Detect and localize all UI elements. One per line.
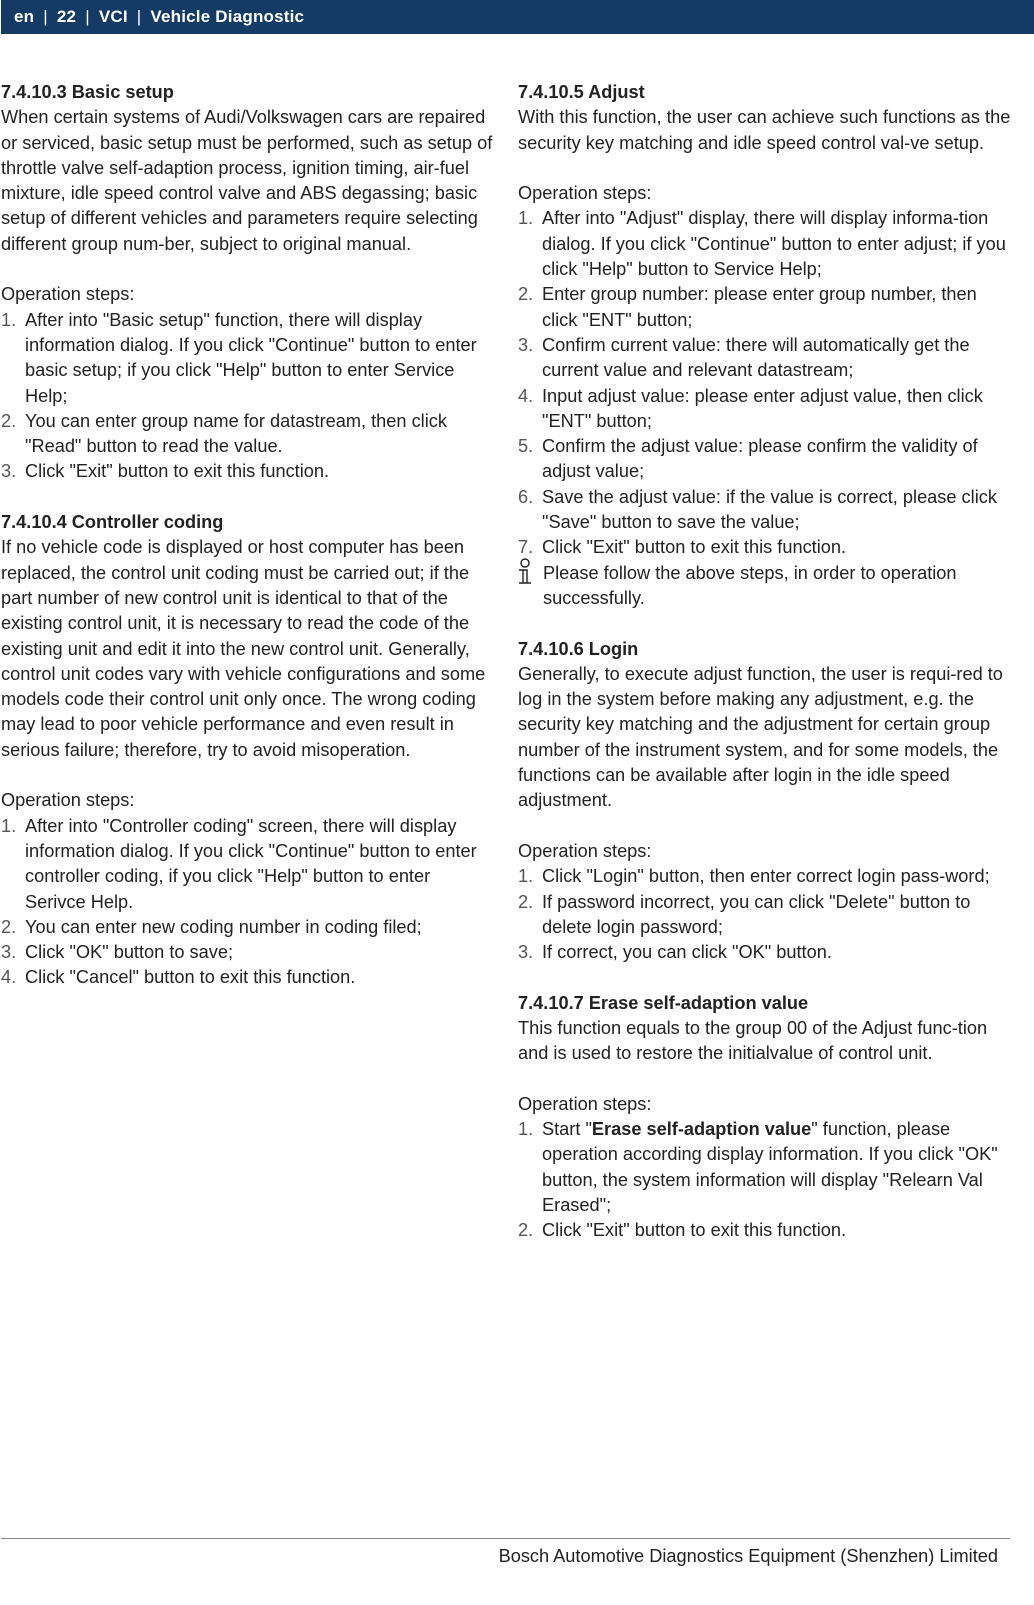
page-header: en | 22 | VCI | Vehicle Diagnostic (1, 0, 1034, 34)
steps-list (518, 864, 1014, 965)
step-item: 3. Click "Exit" button to exit this function. (1, 461, 330, 482)
section-body: Generally, to execute adjust function, the user is requi-red to log in the system before making any adjustment, e.g. the security key matching and the adjustment for certain group number of the instrument system, and for some models, the functions can be available after login in the idle speed adjustment. (518, 663, 1003, 811)
step-item: 1. After into "Controller coding" screen, there will display information dialog. If you click "Continue" button to enter controller coding, if you click "Help" button to enter Serivce Help. (1, 815, 477, 912)
steps-label: Operation steps: (518, 183, 652, 204)
step-item: 2. Click "Exit" button to exit this function. (518, 1220, 847, 1241)
header-page-number: 22 (56, 7, 77, 26)
section-controller-coding (1, 510, 495, 991)
section-body: If no vehicle code is displayed or host computer has been replaced, the control unit coding must be carried out; if the part number of new control unit is identical to that of the existing control unit, it is necessary to read the code of the existing unit and edit it into the new control unit. Generally, control unit codes vary with vehicle configurations and some models code their control unit only once. The wrong coding may lead to poor vehicle performance and even result in serious failure; therefore, try to avoid misoperation. (1, 537, 486, 760)
footer-divider (1, 1538, 1010, 1539)
section-basic-setup (1, 80, 495, 485)
section-adjust (518, 80, 1014, 611)
steps-label: Operation steps: (1, 790, 135, 811)
step-item: 3. If correct, you can click "OK" button. (518, 942, 832, 963)
step-item: 1. After into "Basic setup" function, there will display information dialog. If you click "Continue" button to enter basic setup; if you click "Help" button to enter Service Help; (1, 309, 477, 406)
steps-list (1, 814, 495, 991)
header-section: Vehicle Diagnostic (150, 7, 305, 26)
step-item: 7. Click "Exit" button to exit this function. (518, 537, 847, 558)
section-title: 7.4.10.3 Basic setup (1, 82, 174, 102)
left-column (1, 80, 495, 1016)
steps-label: Operation steps: (518, 1093, 652, 1114)
step-item: 3. Confirm current value: there will automatically get the current value and relevant datastream; (518, 334, 970, 381)
info-note: Please follow the above steps, in order to operation successfully. (518, 561, 1014, 612)
section-body: When certain systems of Audi/Volkswagen cars are repaired or serviced, basic setup must be performed, such as setup of throttle valve self-adaption process, ignition timing, air-fuel mixture, idle speed control valve and ABS degassing; basic setup of different vehicles and parameters require selecting different group num-ber, subject to original manual. (1, 107, 493, 254)
right-column (518, 80, 1014, 1269)
steps-list (1, 308, 495, 485)
section-body: This function equals to the group 00 of the Adjust func-tion and is used to restore the initialvalue of control unit. (518, 1017, 988, 1064)
step-item: 2. You can enter new coding number in coding filed; (1, 916, 422, 937)
section-login (518, 637, 1014, 966)
footer-company: Bosch Automotive Diagnostics Equipment (Shenzhen) Limited (498, 1546, 998, 1566)
step-item: 1. After into "Adjust" display, there will display informa-tion dialog. If you click "Continue" button to enter adjust; if you click "Help" button to Service Help; (518, 208, 1006, 280)
section-erase-self-adaption (518, 991, 1014, 1244)
info-icon (516, 558, 538, 586)
header-lang: en (14, 7, 35, 26)
step-item: 4. Input adjust value: please enter adjust value, then click "ENT" button; (518, 385, 983, 431)
section-body: With this function, the user can achieve such functions as the security key matching and idle speed control val-ve setup. (518, 107, 1011, 153)
step-item: 6. Save the adjust value: if the value is correct, please click "Save" button to save the value; (518, 486, 997, 533)
steps-label: Operation steps: (518, 840, 652, 861)
steps-list (518, 206, 1014, 560)
step-item: 2. Enter group number: please enter group number, then click "ENT" button; (518, 284, 977, 330)
step-item: 1. Start "Erase self-adaption value" function, please operation according display information. If you click "OK" button, the system information will display "Relearn Val Erased"; (518, 1119, 998, 1216)
section-title: 7.4.10.5 Adjust (518, 82, 645, 102)
step-item: 2. If password incorrect, you can click "Delete" button to delete login password; (518, 891, 971, 937)
step-item: 3. Click "OK" button to save; (1, 942, 234, 963)
steps-label: Operation steps: (1, 284, 135, 305)
step-item: 4. Click "Cancel" button to exit this function. (1, 967, 356, 988)
step-item: 5. Confirm the adjust value: please confirm the validity of adjust value; (518, 436, 978, 482)
header-product: VCI (98, 7, 128, 26)
step-item: 2. You can enter group name for datastream, then click "Read" button to read the value. (1, 410, 447, 457)
steps-list (518, 1117, 1014, 1243)
section-title: 7.4.10.7 Erase self-adaption value (518, 992, 809, 1013)
section-title: 7.4.10.6 Login (518, 638, 639, 659)
step-item: 1. Click "Login" button, then enter correct login pass-word; (518, 866, 990, 887)
section-title: 7.4.10.4 Controller coding (1, 512, 224, 533)
